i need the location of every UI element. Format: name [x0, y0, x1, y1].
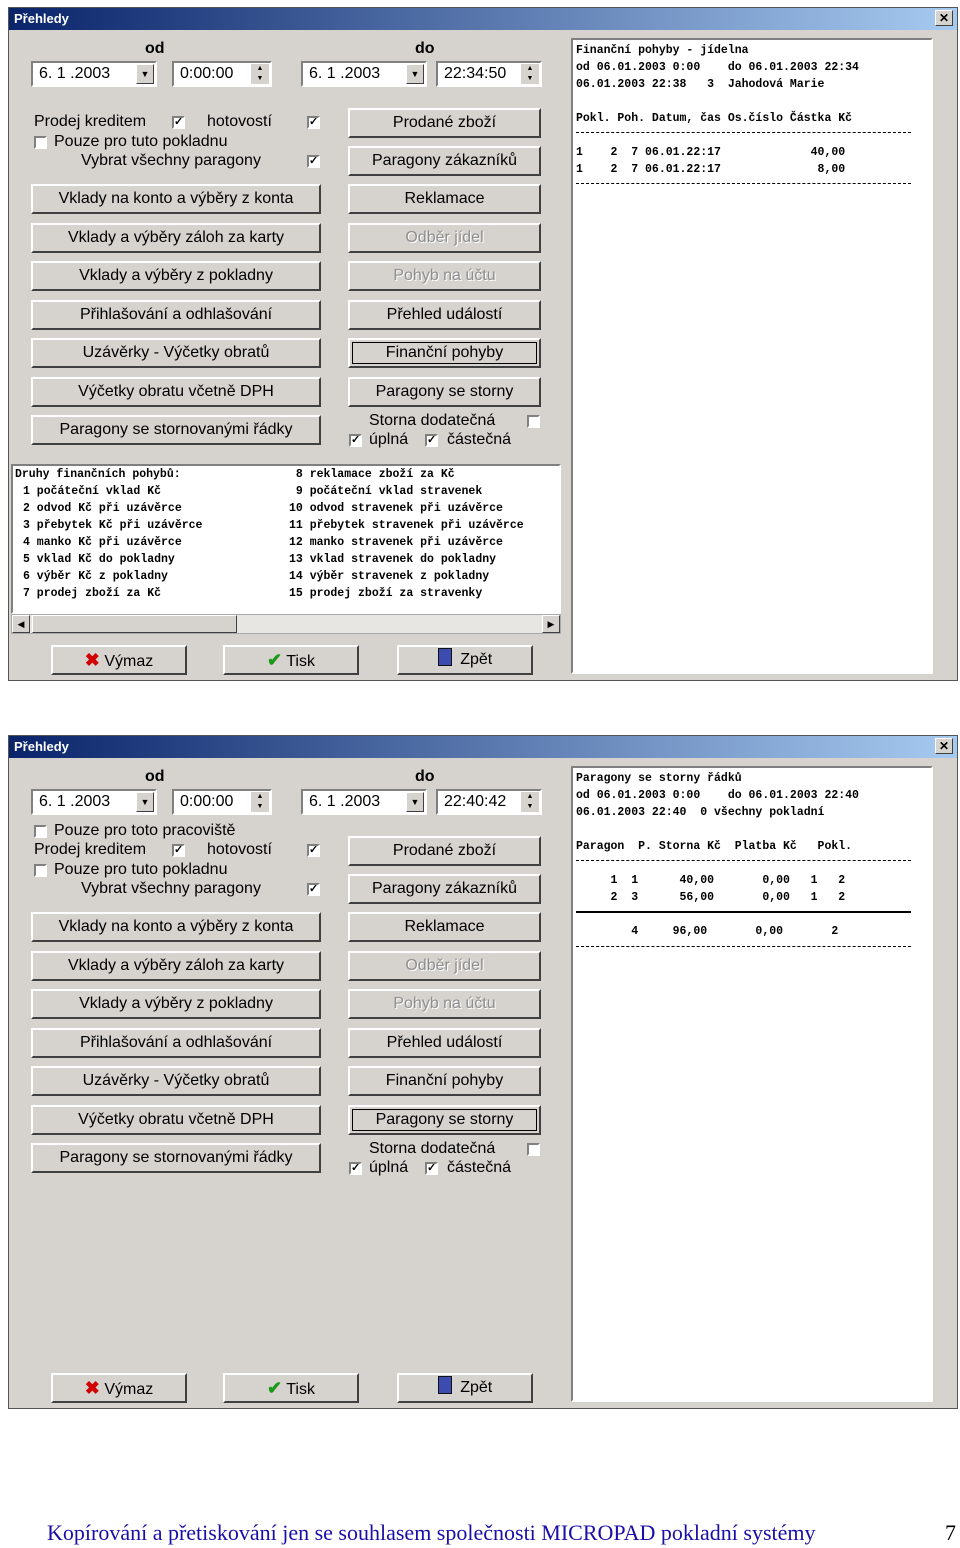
date-to-value: 6. 1 .2003	[309, 65, 381, 82]
legend-item: 2 odvod Kč při uzávěrce	[23, 502, 182, 515]
od-label: od	[145, 40, 165, 57]
vybrat-vse-label: Vybrat všechny paragony	[81, 880, 261, 897]
vybrat-vse-label: Vybrat všechny paragony	[81, 152, 261, 169]
vklady-konto-button[interactable]: Vklady na konto a výběry z konta	[31, 184, 321, 214]
table-row: 1 2 7 06.01.22:17 40,00	[576, 146, 846, 159]
castecna-checkbox[interactable]: ✓	[427, 1162, 437, 1174]
tisk-button[interactable]	[223, 645, 359, 675]
prodej-kreditem-checkbox[interactable]: ✓	[174, 116, 184, 128]
prodane-zbozi-button[interactable]: Prodané zboží	[348, 108, 541, 138]
report-title: Paragony se storny řádků	[576, 772, 742, 785]
close-icon[interactable]: ✕	[935, 738, 953, 754]
prodej-kreditem-checkbox[interactable]: ✓	[174, 844, 184, 856]
report-info: 06.01.2003 22:40 0 všechny pokladní	[576, 806, 825, 819]
vymaz-label: Výmaz	[104, 1381, 154, 1398]
date-from-select[interactable]	[31, 789, 157, 815]
spinner-arrows-icon[interactable]: ▲ ▼	[251, 64, 269, 84]
pouze-pracoviste-label: Pouze pro toto pracoviště	[54, 822, 236, 839]
time-to-value: 22:40:42	[444, 793, 507, 810]
separator	[576, 946, 911, 947]
legend-item: 13 vklad stravenek do pokladny	[289, 553, 497, 566]
paragony-se-storny-button[interactable]: Paragony se storny	[348, 1105, 541, 1135]
castecna-label: částečná	[447, 431, 512, 448]
time-from-spinner[interactable]	[172, 61, 272, 87]
vklady-pokladny-button[interactable]: Vklady a výběry z pokladny	[31, 261, 321, 291]
legend-item: 12 manko stravenek při uzávěrce	[289, 536, 503, 549]
report-range: od 06.01.2003 0:00 do 06.01.2003 22:34	[576, 61, 859, 74]
chevron-down-icon[interactable]: ▼	[136, 792, 154, 812]
prihlasovani-button[interactable]: Přihlašování a odhlašování	[31, 300, 321, 330]
x-icon: ✖	[84, 650, 100, 670]
storna-dodatecna-checkbox[interactable]	[527, 415, 540, 428]
paragony-zakazniku-button[interactable]: Paragony zákazníků	[348, 874, 541, 904]
pouze-pokladnu-checkbox[interactable]	[34, 864, 47, 877]
date-from-value: 6. 1 .2003	[39, 65, 111, 82]
reklamace-button[interactable]: Reklamace	[348, 184, 541, 214]
time-from-spinner[interactable]	[172, 789, 272, 815]
door-icon	[438, 648, 452, 666]
pouze-pracoviste-checkbox[interactable]	[34, 825, 47, 838]
report-header: Pokl. Poh. Datum, čas Os.číslo Částka Kč	[576, 112, 853, 125]
prehledy-window-financni-pohyby	[8, 7, 958, 681]
castecna-checkbox[interactable]: ✓	[427, 434, 437, 446]
report-header: Paragon P. Storna Kč Platba Kč Pokl.	[576, 840, 853, 853]
scroll-right-icon[interactable]: ▶	[542, 615, 560, 633]
vklady-zaloh-button[interactable]: Vklady a výběry záloh za karty	[31, 951, 321, 981]
tisk-label: Tisk	[286, 1381, 315, 1398]
vycetky-dph-button[interactable]: Výčetky obratu včetně DPH	[31, 1105, 321, 1135]
zpet-button[interactable]	[397, 645, 533, 675]
door-icon	[438, 1376, 452, 1394]
horizontal-scrollbar[interactable]	[11, 614, 561, 634]
table-row: 1 2 7 06.01.22:17 8,00	[576, 163, 846, 176]
paragony-se-storny-button[interactable]: Paragony se storny	[348, 377, 541, 407]
footer-text: Kopírování a přetiskování jen se souhlasem společnosti MICROPAD pokladní systémy	[47, 1520, 816, 1545]
page-number: 7	[945, 1520, 956, 1545]
legend-item: 9 počáteční vklad stravenek	[289, 485, 483, 498]
prodej-kreditem-label: Prodej kreditem	[34, 113, 147, 130]
castecna-label: částečná	[447, 1159, 512, 1176]
pouze-pokladnu-label: Pouze pro tuto pokladnu	[54, 861, 228, 878]
chevron-down-icon[interactable]: ▼	[406, 64, 424, 84]
scroll-thumb[interactable]	[32, 615, 237, 633]
legend-item: 14 výběr stravenek z pokladny	[289, 570, 490, 583]
paragony-zakazniku-button[interactable]: Paragony zákazníků	[348, 146, 541, 176]
date-from-value: 6. 1 .2003	[39, 793, 111, 810]
zpet-button[interactable]	[397, 1373, 533, 1403]
tisk-label: Tisk	[286, 653, 315, 670]
chevron-down-icon[interactable]: ▼	[406, 792, 424, 812]
check-icon: ✔	[267, 650, 283, 670]
time-to-spinner[interactable]	[436, 61, 542, 87]
od-label: od	[145, 768, 165, 785]
prehled-udalosti-button[interactable]: Přehled událostí	[348, 1028, 541, 1058]
report-info: 06.01.2003 22:38 3 Jahodová Marie	[576, 78, 825, 91]
window-title: Přehledy	[14, 11, 69, 26]
legend-item: 11 přebytek stravenek při uzávěrce	[289, 519, 524, 532]
separator	[576, 911, 911, 913]
pouze-pokladnu-label: Pouze pro tuto pokladnu	[54, 133, 228, 150]
uplna-label: úplná	[369, 431, 409, 448]
date-from-select[interactable]	[31, 61, 157, 87]
vycetky-dph-button[interactable]: Výčetky obratu včetně DPH	[31, 377, 321, 407]
storna-dodatecna-checkbox[interactable]	[527, 1143, 540, 1156]
date-to-value: 6. 1 .2003	[309, 793, 381, 810]
legend-item: 5 vklad Kč do pokladny	[23, 553, 175, 566]
legend-item: 10 odvod stravenek při uzávěrce	[289, 502, 503, 515]
chevron-down-icon[interactable]: ▼	[136, 64, 154, 84]
table-row: 2 3 56,00 0,00 1 2	[576, 891, 846, 904]
vymaz-label: Výmaz	[104, 653, 154, 670]
date-to-select[interactable]	[301, 61, 427, 87]
date-to-select[interactable]	[301, 789, 427, 815]
total-row: 4 96,00 0,00 2	[576, 925, 839, 938]
time-to-value: 22:34:50	[444, 65, 507, 82]
legend-item: 4 manko Kč při uzávěrce	[23, 536, 182, 549]
table-row: 1 1 40,00 0,00 1 2	[576, 874, 846, 887]
storna-dodatecna-label: Storna dodatečná	[369, 412, 496, 429]
reklamace-button[interactable]: Reklamace	[348, 912, 541, 942]
vklady-pokladny-button[interactable]: Vklady a výběry z pokladny	[31, 989, 321, 1019]
x-icon: ✖	[84, 1378, 100, 1398]
time-from-value: 0:00:00	[180, 65, 234, 82]
zpet-label: Zpět	[460, 651, 493, 668]
scroll-left-icon[interactable]: ◀	[12, 615, 30, 633]
report-title: Finanční pohyby - jídelna	[576, 44, 749, 57]
vybrat-vse-checkbox[interactable]: ✓	[309, 155, 319, 167]
do-label: do	[415, 40, 435, 57]
separator	[576, 132, 911, 133]
paragony-stornovane-radky-button[interactable]: Paragony se stornovanými řádky	[31, 1143, 321, 1173]
prehledy-window-paragony-storny	[8, 735, 958, 1409]
hotovosti-label: hotovostí	[207, 841, 272, 858]
prehled-udalosti-button[interactable]: Přehled událostí	[348, 300, 541, 330]
spinner-arrows-icon[interactable]: ▲ ▼	[521, 792, 539, 812]
financni-pohyby-button[interactable]: Finanční pohyby	[348, 338, 541, 368]
prihlasovani-button[interactable]: Přihlašování a odhlašování	[31, 1028, 321, 1058]
paragony-stornovane-radky-button[interactable]: Paragony se stornovanými řádky	[31, 415, 321, 445]
prodane-zbozi-button[interactable]: Prodané zboží	[348, 836, 541, 866]
prodej-kreditem-label: Prodej kreditem	[34, 841, 147, 858]
time-to-spinner[interactable]	[436, 789, 542, 815]
title-bar[interactable]	[9, 736, 957, 758]
uplna-label: úplná	[369, 1159, 409, 1176]
pohyb-na-uctu-button: Pohyb na účtu	[348, 989, 541, 1019]
uplna-checkbox[interactable]: ✓	[351, 1162, 361, 1174]
storna-dodatecna-label: Storna dodatečná	[369, 1140, 496, 1157]
window-title: Přehledy	[14, 739, 69, 754]
hotovosti-checkbox[interactable]: ✓	[309, 116, 319, 128]
legend-item: 15 prodej zboží za stravenky	[289, 587, 483, 600]
vklady-konto-button[interactable]: Vklady na konto a výběry z konta	[31, 912, 321, 942]
legend-item: 7 prodej zboží za Kč	[23, 587, 162, 600]
hotovosti-label: hotovostí	[207, 113, 272, 130]
legend-title: Druhy finančních pohybů:	[15, 468, 181, 481]
uzaverky-button[interactable]: Uzávěrky - Výčetky obratů	[31, 1066, 321, 1096]
pohyb-na-uctu-button: Pohyb na účtu	[348, 261, 541, 291]
tisk-button[interactable]	[223, 1373, 359, 1403]
odber-jidel-button: Odběr jídel	[348, 951, 541, 981]
pouze-pokladnu-checkbox[interactable]	[34, 136, 47, 149]
legend-item: 6 výběr Kč z pokladny	[23, 570, 168, 583]
uzaverky-button[interactable]: Uzávěrky - Výčetky obratů	[31, 338, 321, 368]
close-icon[interactable]: ✕	[935, 10, 953, 26]
title-bar[interactable]	[9, 8, 957, 30]
do-label: do	[415, 768, 435, 785]
vymaz-button[interactable]	[51, 1373, 187, 1403]
separator	[576, 860, 911, 861]
hotovosti-checkbox[interactable]: ✓	[309, 844, 319, 856]
odber-jidel-button: Odběr jídel	[348, 223, 541, 253]
legend-item: 3 přebytek Kč při uzávěrce	[23, 519, 203, 532]
vklady-zaloh-button[interactable]: Vklady a výběry záloh za karty	[31, 223, 321, 253]
legend-item: 1 počáteční vklad Kč	[23, 485, 162, 498]
check-icon: ✔	[267, 1378, 283, 1398]
report-panel	[571, 766, 933, 1402]
separator	[576, 183, 911, 184]
legend-item: 8 reklamace zboží za Kč	[289, 468, 455, 481]
report-panel	[571, 38, 933, 674]
spinner-arrows-icon[interactable]: ▲ ▼	[521, 64, 539, 84]
zpet-label: Zpět	[460, 1379, 493, 1396]
vybrat-vse-checkbox[interactable]: ✓	[309, 883, 319, 895]
time-from-value: 0:00:00	[180, 793, 234, 810]
financni-pohyby-button[interactable]: Finanční pohyby	[348, 1066, 541, 1096]
vymaz-button[interactable]	[51, 645, 187, 675]
report-range: od 06.01.2003 0:00 do 06.01.2003 22:40	[576, 789, 859, 802]
legend-panel	[11, 464, 561, 614]
uplna-checkbox[interactable]: ✓	[351, 434, 361, 446]
spinner-arrows-icon[interactable]: ▲ ▼	[251, 792, 269, 812]
